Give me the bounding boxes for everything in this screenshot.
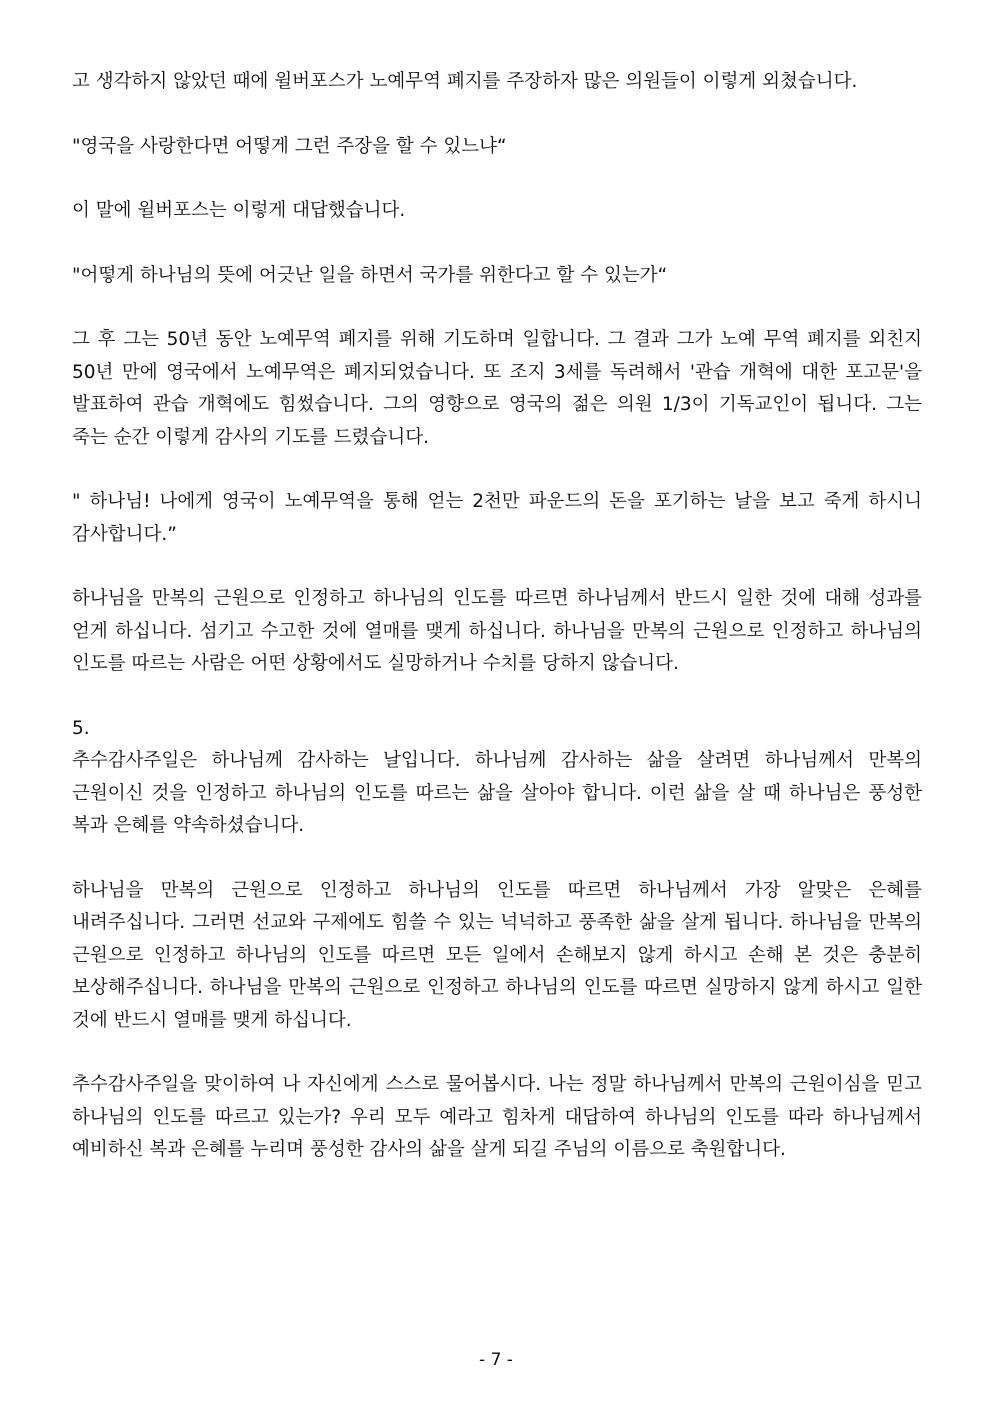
quote-paragraph: "영국을 사랑한다면 어떻게 그런 주장을 할 수 있느냐“: [72, 135, 507, 157]
paragraph: 하나님을 만복의 근원으로 인정하고 하나님의 인도를 따르면 하나님께서 가장 알맞은 은혜를 내려주십니다. 그러면 선교와 구제에도 힘쓸 수 있는 넉넉하고 풍족한 삶을 살게 됩니다. 하나님을 만복의 근원으로 인정하고 하나님의 인도를 따르면 모든 일에서 손해보지 않게 하시고 손해 본 것은 충분히 보상해주십니다. 하나님을 만복의 근원으로 인정하고 하나님의 인도를 따르면 실망하지 않게 하시고 일한 것에 반드시 열매를 맺게 하십니다.: [72, 879, 922, 1031]
paragraph: 고 생각하지 않았던 때에 윌버포스가 노예무역 폐지를 주장하자 많은 의원들이 이렇게 외쳤습니다.: [72, 71, 858, 92]
paragraph: 그 후 그는 50년 동안 노예무역 폐지를 위해 기도하며 일합니다. 그 결과 그가 노예 무역 폐지를 외친지 50년 만에 영국에서 노예무역은 폐지되었습니다. 또 조지 3세를 독려해서 '관습 개혁에 대한 포고문'을 발표하여 관습 개혁에도 힘썼습니다. 그의 영향으로 영국의 젊은 의원 1/3이 기독교인이 됩니다. 그는 죽는 순간 이렇게 감사의 기도를 드렸습니다.: [72, 329, 922, 448]
paragraph: 추수감사주일은 하나님께 감사하는 날입니다. 하나님께 감사하는 삶을 살려면 하나님께서 만복의 근원이신 것을 인정하고 하나님의 인도를 따르는 삶을 살아야 합니다. 이런 삶을 살 때 하나님은 풍성한 복과 은혜를 약속하셨습니다.: [72, 750, 922, 836]
section-number: 5.: [72, 717, 90, 739]
paragraph: 하나님을 만복의 근원으로 인정하고 하나님의 인도를 따르면 하나님께서 반드시 일한 것에 대해 성과를 얻게 하십니다. 섬기고 수고한 것에 열매를 맺게 하십니다. 하나님을 만복의 근원으로 인정하고 하나님의 인도를 따르는 사람은 어떤 상황에서도 실망하거나 수치를 당하지 않습니다.: [72, 588, 922, 674]
quote-paragraph: "어떻게 하나님의 뜻에 어긋난 일을 하면서 국가를 위한다고 할 수 있는가“: [72, 264, 668, 286]
quote-paragraph: " 하나님! 나에게 영국이 노예무역을 통해 얻는 2천만 파운드의 돈을 포기하는 날을 보고 죽게 하시니 감사합니다.”: [72, 491, 922, 545]
paragraph: 이 말에 윌버포스는 이렇게 대답했습니다.: [72, 200, 406, 221]
paragraph: 추수감사주일을 맞이하여 나 자신에게 스스로 물어봅시다. 나는 정말 하나님께서 만복의 근원이심을 믿고 하나님의 인도를 따르고 있는가? 우리 모두 예라고 힘차게 대답하여 하나님의 인도를 따라 하나님께서 예비하신 복과 은혜를 누리며 풍성한 감사의 삶을 살게 되길 주님의 이름으로 축원합니다.: [72, 1074, 922, 1160]
page-number: - 7 -: [479, 1350, 513, 1370]
document-page: [72, 66, 922, 1167]
